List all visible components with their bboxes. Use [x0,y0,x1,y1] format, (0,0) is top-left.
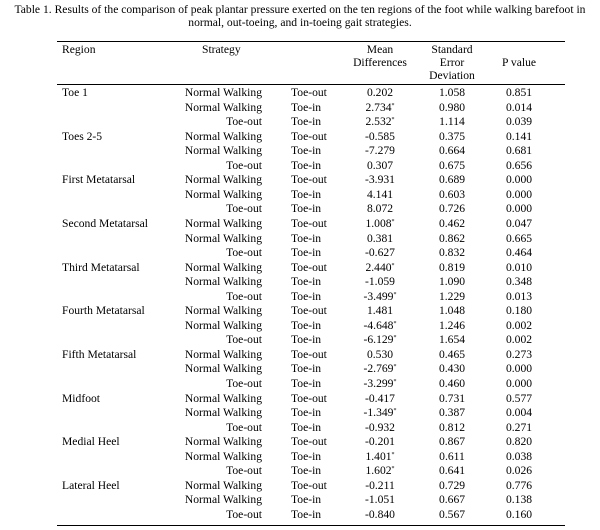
standard-error: 0.603 [438,187,466,201]
mean-difference [350,290,410,304]
strategy-from: Normal Walking [184,478,262,492]
region-label: Lateral Heel [62,478,120,492]
mean-difference-value: -3.931 [365,173,395,187]
region-label: Fifth Metatarsal [62,347,137,361]
mean-difference-value: -4.648 [363,318,394,332]
standard-error: 1.048 [438,304,466,318]
standard-error: 0.832 [438,246,466,260]
header-mean-line-2: Differences [353,56,407,69]
strategy-from: Normal Walking [184,435,262,449]
region-label: First Metatarsal [62,173,136,187]
p-value: 0.000 [505,187,533,201]
strategy-to: Toe-out [291,478,327,492]
mean-difference [350,406,410,420]
strategy-to: Toe-in [291,507,322,521]
mean-difference-value: -3.499 [363,289,394,303]
strategy-to: Toe-in [291,464,322,478]
strategy-to: Toe-in [291,246,322,260]
p-value: 0.010 [505,260,533,274]
p-value: 0.273 [505,347,533,361]
standard-error: 0.812 [438,420,466,434]
mean-difference-value: -0.417 [365,391,395,405]
mean-difference-value: 1.602 [365,464,392,478]
mean-difference-value: -3.299 [363,377,394,390]
p-value: 0.271 [505,420,533,434]
strategy-from: Normal Walking [184,391,262,405]
p-value: 0.820 [505,435,533,449]
header-region: Region [62,43,96,56]
standard-error: 0.664 [438,144,466,158]
standard-error: 0.375 [438,129,466,143]
strategy-from: Normal Walking [184,406,262,420]
strategy-from: Toe-out [226,115,262,129]
standard-error: 0.460 [438,377,466,390]
p-value: 0.160 [505,507,533,521]
strategy-to: Toe-out [291,391,327,405]
header-sd-line-3: Deviation [429,69,475,82]
significance-marker: * [393,320,397,327]
standard-error: 0.675 [438,158,466,172]
strategy-to: Toe-in [291,275,322,289]
mean-difference [350,101,410,115]
strategy-from: Toe-out [226,420,262,434]
mean-difference [350,202,410,216]
mean-difference-value: 1.401 [365,449,392,463]
strategy-from: Normal Walking [184,260,262,274]
standard-error: 0.387 [438,406,466,420]
standard-error: 0.611 [439,449,465,463]
p-value: 0.180 [505,304,533,318]
mean-difference [350,115,410,129]
strategy-to: Toe-out [291,347,327,361]
strategy-from: Normal Walking [184,216,262,230]
mean-difference-value: 0.307 [366,158,394,172]
strategy-to: Toe-in [291,202,322,216]
mean-difference-value: -6.129 [363,333,394,347]
mean-difference-value: -0.932 [365,420,395,434]
strategy-to: Toe-in [291,493,322,507]
strategy-to: Toe-out [291,173,327,187]
significance-marker: * [391,262,395,269]
strategy-to: Toe-in [291,144,322,158]
strategy-from: Normal Walking [184,493,262,507]
mean-difference [350,348,410,362]
strategy-from: Toe-out [226,507,262,521]
standard-error: 0.980 [438,100,466,114]
standard-error: 0.729 [438,478,466,492]
strategy-from: Normal Walking [184,275,262,289]
mean-difference [350,130,410,144]
mean-difference [350,333,410,347]
standard-error: 0.731 [438,391,466,405]
p-value: 0.002 [505,333,533,347]
standard-error: 1.246 [438,318,466,332]
strategy-to: Toe-in [291,377,322,390]
mean-difference [350,144,410,158]
p-value: 0.851 [505,86,533,99]
p-value: 0.577 [505,391,533,405]
strategy-to: Toe-in [291,100,322,114]
p-value: 0.047 [505,216,533,230]
mean-difference [350,304,410,318]
strategy-from: Toe-out [226,289,262,303]
p-value: 0.038 [505,449,533,463]
strategy-to: Toe-out [291,86,327,99]
standard-error: 0.867 [438,435,466,449]
mean-difference-value: 2.734 [365,100,392,114]
strategy-from: Normal Walking [184,362,262,376]
top-rule [57,41,565,42]
bottom-rule [57,525,565,526]
mean-difference [350,508,410,522]
header-sd-line-1: Standard [431,43,473,56]
strategy-to: Toe-out [291,216,327,230]
significance-marker: * [393,379,397,385]
significance-marker: * [393,408,397,415]
mean-difference-value: -7.279 [365,144,395,158]
strategy-to: Toe-in [291,449,322,463]
p-value: 0.464 [505,246,533,260]
p-value: 0.141 [505,129,533,143]
standard-error: 0.667 [438,493,466,507]
p-value: 0.138 [505,493,533,507]
p-value: 0.004 [505,406,533,420]
mean-difference-value: -0.211 [365,478,395,492]
strategy-to: Toe-out [291,129,327,143]
standard-error: 1.114 [439,115,465,129]
p-value: 0.026 [505,464,533,478]
standard-error: 0.819 [438,260,466,274]
strategy-from: Toe-out [226,158,262,172]
p-value: 0.776 [505,478,533,492]
strategy-from: Toe-out [226,464,262,478]
standard-error: 0.462 [438,216,466,230]
mean-difference-value: 1.481 [366,304,394,318]
standard-error: 1.229 [438,289,466,303]
header-strategy: Strategy [202,43,241,56]
p-value: 0.014 [505,100,533,114]
strategy-from: Normal Walking [184,449,262,463]
mean-difference [350,261,410,275]
region-label: Midfoot [62,391,101,405]
header-standard-error [422,43,482,82]
strategy-to: Toe-out [291,304,327,318]
strategy-from: Toe-out [226,202,262,216]
strategy-to: Toe-out [291,260,327,274]
header-mean-differences [350,43,410,69]
strategy-from: Normal Walking [184,318,262,332]
mean-difference-value: -0.840 [365,507,395,521]
significance-marker: * [393,364,397,371]
p-value: 0.013 [505,289,533,303]
strategy-to: Toe-in [291,187,322,201]
mean-difference-value: -1.349 [363,406,394,420]
mean-difference [350,217,410,231]
mean-difference-value: -1.059 [365,275,395,289]
strategy-from: Normal Walking [184,304,262,318]
strategy-from: Toe-out [226,377,262,390]
strategy-to: Toe-in [291,158,322,172]
mean-difference-value: 0.530 [366,347,394,361]
p-value: 0.000 [505,202,533,216]
significance-marker: * [391,218,395,225]
p-value: 0.000 [505,377,533,390]
mean-difference [350,464,410,478]
strategy-from: Toe-out [226,246,262,260]
mean-difference-value: 2.532 [365,115,392,129]
standard-error: 1.654 [438,333,466,347]
strategy-from: Normal Walking [184,231,262,245]
mean-difference [350,362,410,376]
strategy-to: Toe-in [291,420,322,434]
mean-difference [350,377,410,391]
strategy-to: Toe-in [291,333,322,347]
p-value: 0.348 [505,275,533,289]
p-value: 0.656 [505,158,533,172]
significance-marker: * [391,102,395,109]
table-caption [0,3,600,29]
mean-difference-value: 0.202 [366,86,394,99]
mean-difference-value: -1.051 [365,493,395,507]
strategy-to: Toe-out [291,435,327,449]
strategy-from: Normal Walking [184,100,262,114]
mean-difference [350,493,410,507]
strategy-from: Normal Walking [184,187,262,201]
mean-difference [350,319,410,333]
strategy-to: Toe-in [291,406,322,420]
region-label: Toes 2-5 [62,129,103,143]
standard-error: 0.726 [438,202,466,216]
strategy-to: Toe-in [291,231,322,245]
region-label: Toe 1 [62,86,88,99]
significance-marker: * [393,335,397,342]
mean-difference [350,435,410,449]
mean-difference [350,86,410,100]
standard-error: 0.689 [438,173,466,187]
mean-difference-value: -0.201 [365,435,395,449]
p-value: 0.681 [505,144,533,158]
header-mean-line-1: Mean [366,43,394,56]
significance-marker: * [391,466,395,473]
mean-difference [350,173,410,187]
strategy-from: Normal Walking [184,173,262,187]
p-value: 0.000 [505,173,533,187]
standard-error: 0.641 [438,464,466,478]
header-rule [57,84,565,85]
mean-difference [350,450,410,464]
mean-difference-value: 2.440 [365,260,392,274]
mean-difference [350,159,410,173]
mean-difference [350,246,410,260]
mean-difference [350,275,410,289]
strategy-to: Toe-in [291,318,322,332]
significance-marker: * [391,117,395,124]
p-value: 0.000 [505,362,533,376]
standard-error: 0.567 [438,507,466,521]
mean-difference-value: -0.585 [365,129,395,143]
region-label: Second Metatarsal [62,216,148,230]
strategy-from: Toe-out [226,333,262,347]
strategy-from: Normal Walking [184,86,262,99]
significance-marker: * [391,451,395,458]
standard-error: 0.430 [438,362,466,376]
strategy-from: Normal Walking [184,347,262,361]
region-label: Medial Heel [62,435,120,449]
strategy-from: Normal Walking [184,144,262,158]
mean-difference [350,421,410,435]
header-sd-line-2: Error [439,56,465,69]
mean-difference [350,188,410,202]
mean-difference-value: 1.008 [365,216,392,230]
region-label: Third Metatarsal [62,260,140,274]
table-caption-line-1: Table 1. Results of the comparison of peak plantar pressure exerted on the ten regions of the foot while walking barefoot in [14,3,586,16]
p-value: 0.039 [505,115,533,129]
mean-difference [350,232,410,246]
strategy-from: Normal Walking [184,129,262,143]
mean-difference [350,479,410,493]
table-caption-line-2: normal, out-toeing, and in-toeing gait strategies. [188,16,412,29]
mean-difference [350,392,410,406]
mean-difference-value: -2.769 [363,362,394,376]
mean-difference-value: 0.381 [366,231,394,245]
mean-difference-value: 4.141 [366,187,394,201]
strategy-to: Toe-in [291,115,322,129]
header-p-value: P value [501,56,537,69]
p-value: 0.002 [505,318,533,332]
strategy-to: Toe-in [291,289,322,303]
standard-error: 0.862 [438,231,466,245]
standard-error: 1.090 [438,275,466,289]
mean-difference-value: -0.627 [365,246,395,260]
standard-error: 0.465 [438,347,466,361]
strategy-to: Toe-in [291,362,322,376]
standard-error: 1.058 [438,86,466,99]
p-value: 0.665 [505,231,533,245]
region-label: Fourth Metatarsal [62,304,145,318]
significance-marker: * [393,291,397,298]
mean-difference-value: 8.072 [366,202,394,216]
